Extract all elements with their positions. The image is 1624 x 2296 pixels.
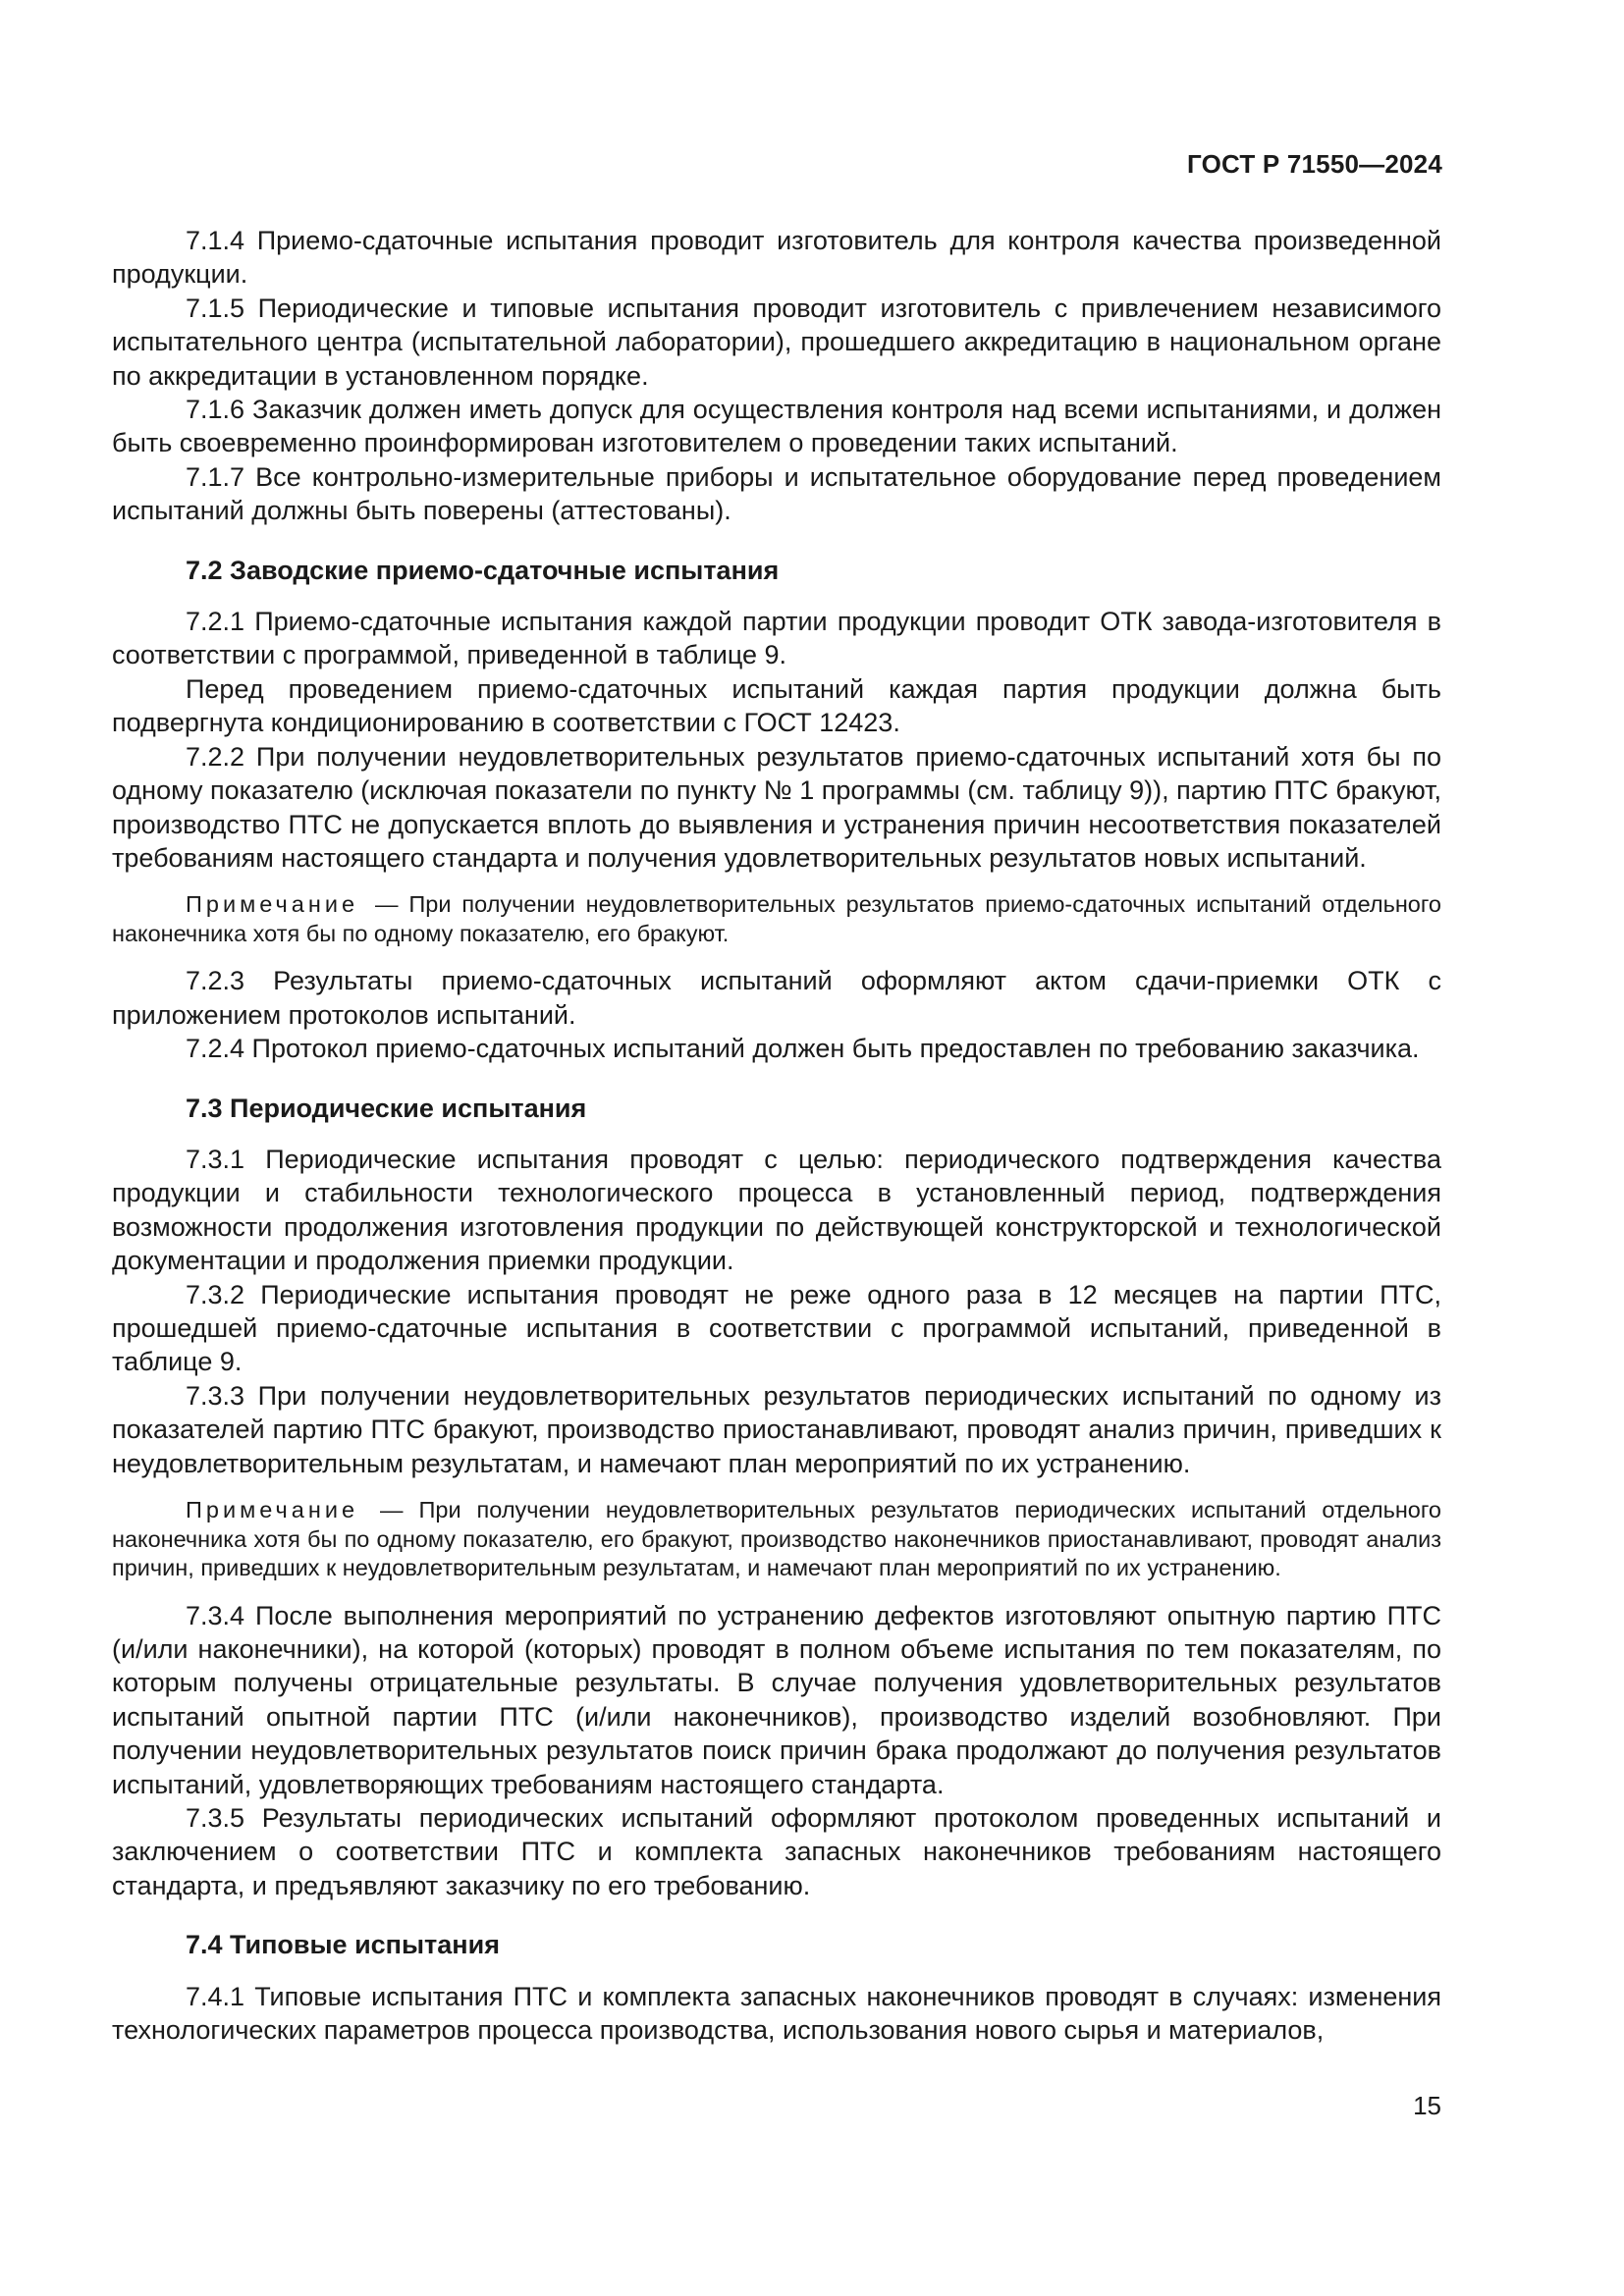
note-text: — При получении неудовлетворительных результатов приемо-сдаточных испытаний отдельного наконечника хотя бы по одному показателю, его бракуют. [112,891,1441,946]
note-7-3-3 [112,1496,1441,1583]
paragraph-7-3-2: 7.3.2 Периодические испытания проводят не реже одного раза в 12 месяцев на партии ПТС, прошедшей приемо-сдаточные испытания в соответствии с программой испытаний, приведенной в таблице 9. [112,1279,1441,1377]
paragraph-7-2-2: 7.2.2 При получении неудовлетворительных результатов приемо-сдаточных испытаний хотя бы по одному показателю (исключая показатели по пункту № 1 программы (см. таблицу 9)), партию ПТС бракуют, производство ПТС не допускается вплоть до выявления и устранения причин несоответствия показателей требованиям настоящего стандарта и получения удовлетворительных результатов новых испытаний. [112,741,1441,873]
document-code: ГОСТ Р 71550—2024 [1187,149,1442,179]
document-body [112,224,1441,2047]
paragraph-7-3-5: 7.3.5 Результаты периодических испытаний оформляют протоколом проведенных испытаний и заключением о соответствии ПТС и комплекта запасных наконечников требованиям настоящего стандарта, и предъявляют заказчику по его требованию. [112,1802,1441,1900]
section-heading-7-2: 7.2 Заводские приемо-сдаточные испытания [186,555,780,585]
paragraph-7-1-7: 7.1.7 Все контрольно-измерительные приборы и испытательное оборудование перед проведением испытаний должны быть поверены (аттестованы). [112,461,1441,526]
paragraph-7-2-4: 7.2.4 Протокол приемо-сдаточных испытаний должен быть предоставлен по требованию заказчика. [186,1034,1420,1064]
paragraph-7-3-4: 7.3.4 После выполнения мероприятий по устранению дефектов изготовляют опытную партию ПТС (и/или наконечники), на которой (которых) проводят в полном объеме испытания по тем показателям, по которым получены отрицательные результаты. В случае получения удовлетворительных результатов испытаний опытной партии ПТС (и/или наконечников), производство изделий возобновляют. При получении неудовлетворительных результатов поиск причин брака продолжают до получения результатов испытаний, удовлетворяющих требованиям настоящего стандарта. [112,1600,1441,1799]
section-heading-7-3: 7.3 Периодические испытания [186,1093,587,1123]
note-7-2-2 [112,890,1441,948]
page-number: 15 [1413,2091,1441,2120]
paragraph-7-4-1: 7.4.1 Типовые испытания ПТС и комплекта запасных наконечников проводят в случаях: изменения технологических параметров процесса производства, использования нового сырья и материалов, [112,1981,1441,2045]
note-text: — При получении неудовлетворительных результатов периодических испытаний отдельного наконечника хотя бы по одному показателю, его бракуют, производство наконечников приостанавливают, проводят анализ причин, приведших к неудовлетворительным результатам, и намечают план мероприятий по их устранению. [112,1497,1441,1580]
section-heading-7-4: 7.4 Типовые испытания [186,1930,500,1960]
paragraph-7-3-1: 7.3.1 Периодические испытания проводят с целью: периодического подтверждения качества продукции и стабильности технологического процесса в установленный период, подтверждения возможности продолжения изготовления продукции по действующей конструкторской и технологической документации и продолжения приемки продукции. [112,1144,1441,1276]
paragraph-7-1-4: 7.1.4 Приемо-сдаточные испытания проводит изготовитель для контроля качества произведенной продукции. [112,226,1441,290]
note-label: Примечание [186,891,359,918]
note-label: Примечание [186,1497,359,1522]
paragraph-7-2-1-continuation: Перед проведением приемо-сдаточных испытаний каждая партия продукции должна быть подвергнута кондиционированию в соответствии с ГОСТ 12423. [112,673,1441,738]
paragraph-7-1-6: 7.1.6 Заказчик должен иметь допуск для осуществления контроля над всеми испытаниями, и должен быть своевременно проинформирован изготовителем о проведении таких испытаний. [112,395,1441,458]
paragraph-7-3-3: 7.3.3 При получении неудовлетворительных результатов периодических испытаний по одному из показателей партию ПТС бракуют, производство приостанавливают, проводят анализ причин, приведших к неудовлетворительным результатам, и намечают план мероприятий по их устранению. [112,1380,1441,1478]
paragraph-7-2-3: 7.2.3 Результаты приемо-сдаточных испытаний оформляют актом сдачи-приемки ОТК с приложением протоколов испытаний. [112,966,1441,1030]
paragraph-7-1-5: 7.1.5 Периодические и типовые испытания проводит изготовитель с привлечением независимого испытательного центра (испытательной лаборатории), прошедшего аккредитацию в национальном органе по аккредитации в установленном порядке. [112,293,1441,391]
paragraph-7-2-1: 7.2.1 Приемо-сдаточные испытания каждой партии продукции проводит ОТК завода-изготовителя в соответствии с программой, приведенной в таблице 9. [112,607,1441,670]
